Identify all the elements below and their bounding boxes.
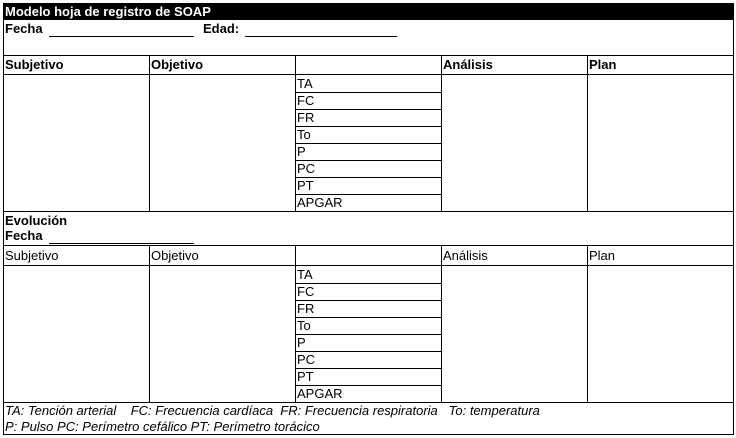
section1-vital-to: To — [297, 127, 311, 142]
section1-col-subjetivo: Subjetivo — [5, 57, 64, 72]
section1-vital-fr: FR — [297, 110, 315, 125]
section2-vital-ta: TA — [297, 267, 313, 282]
section1-divider-2 — [295, 55, 296, 212]
legend-line-2: P: Pulso PC: Perímetro cefálico PT: Perímetro torácico — [5, 419, 320, 434]
legend-line-1: TA: Tención arterial FC: Frecuencia cardíaca FR: Frecuencia respiratoria To: temperatura — [5, 403, 540, 418]
section2-col-subjetivo: Subjetivo — [5, 248, 59, 263]
section1-divider-4 — [587, 55, 588, 212]
edad-field[interactable] — [245, 36, 397, 37]
section2-vital-pc: PC — [297, 352, 316, 367]
section1-vital-pt: PT — [297, 178, 314, 193]
form-title: Modelo hoja de registro de SOAP — [3, 3, 733, 20]
section1-col-analisis: Análisis — [443, 57, 493, 72]
section1-vital-line — [295, 109, 441, 110]
section1-header-line — [3, 74, 734, 75]
section2-divider-3 — [441, 245, 442, 403]
section2-vital-line — [295, 317, 441, 318]
section1-vital-apgar: APGAR — [297, 195, 343, 210]
section1-vital-line — [295, 143, 441, 144]
evolution-fecha-label: Fecha — [5, 228, 43, 243]
section1-divider-1 — [149, 55, 150, 212]
section1-vital-ta: TA — [297, 76, 313, 91]
section1-vital-fc: FC — [297, 93, 315, 108]
section2-vital-line — [295, 368, 441, 369]
section2-vital-line — [295, 300, 441, 301]
section1-top-line — [3, 55, 734, 56]
evolution-fecha-field[interactable] — [49, 243, 194, 244]
section1-vital-line — [295, 126, 441, 127]
section1-divider-3 — [441, 55, 442, 212]
section2-vital-line — [295, 334, 441, 335]
section1-vital-line — [295, 160, 441, 161]
fecha-label: Fecha — [5, 21, 43, 36]
evolution-title: Evolución — [5, 213, 68, 228]
section1-col-objetivo: Objetivo — [151, 57, 204, 72]
section2-top-line — [3, 245, 734, 246]
section1-vital-line — [295, 92, 441, 93]
section2-vital-fc: FC — [297, 284, 315, 299]
section1-vital-line — [295, 177, 441, 178]
fecha-field[interactable] — [49, 36, 194, 37]
section2-vital-line — [295, 351, 441, 352]
section2-vital-to: To — [297, 318, 311, 333]
section1-bottom-line — [3, 211, 734, 212]
form-border — [3, 3, 734, 435]
section2-divider-4 — [587, 245, 588, 403]
section2-col-plan: Plan — [589, 248, 616, 263]
section2-divider-1 — [149, 245, 150, 403]
section2-vital-p: P — [297, 335, 306, 350]
section2-divider-2 — [295, 245, 296, 403]
section2-vital-line — [295, 283, 441, 284]
edad-label: Edad: — [203, 21, 240, 36]
section2-vital-apgar: APGAR — [297, 386, 343, 401]
section2-header-line — [3, 265, 734, 266]
section1-vital-pc: PC — [297, 161, 316, 176]
section2-col-analisis: Análisis — [443, 248, 488, 263]
section2-vital-pt: PT — [297, 369, 314, 384]
section1-vital-p: P — [297, 144, 306, 159]
section2-col-objetivo: Objetivo — [151, 248, 199, 263]
section1-col-plan: Plan — [589, 57, 617, 72]
section2-vital-fr: FR — [297, 301, 315, 316]
